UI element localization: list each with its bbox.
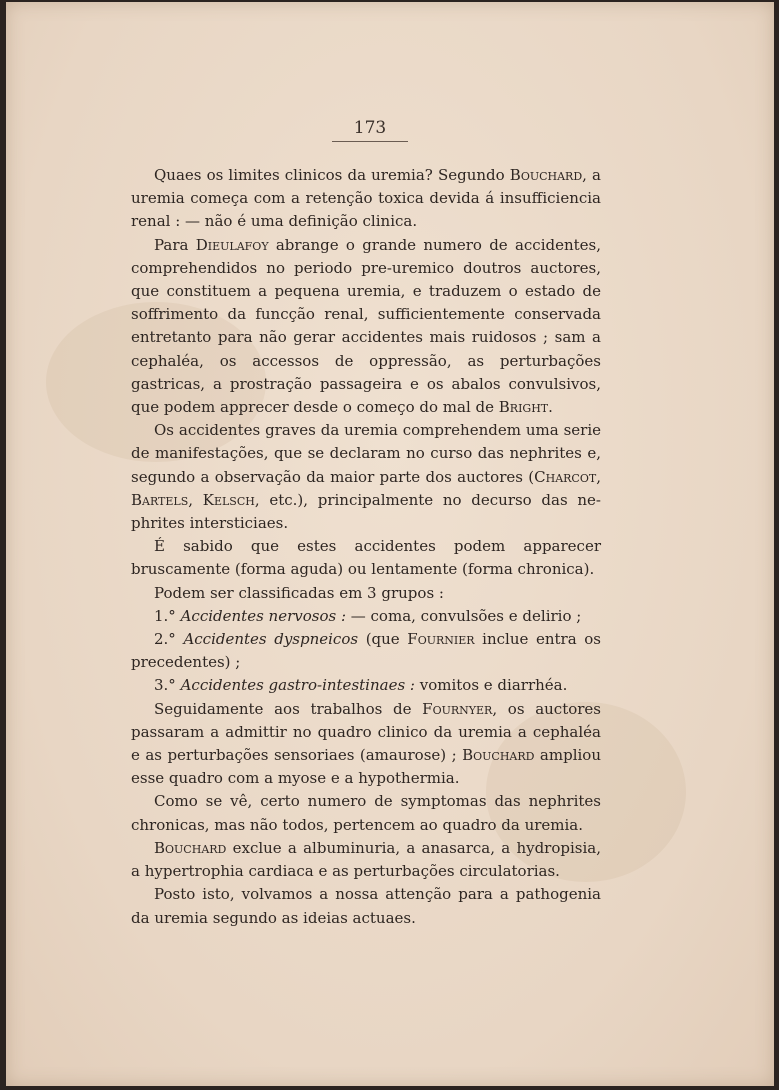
text-run: Seguidamente aos trabalhos de [154, 699, 423, 718]
text-run: ampliou esse quadro com a myose e a hypothermia. [131, 746, 601, 788]
author-name: Dieulafoy [195, 235, 269, 254]
author-name: Fournier [407, 630, 475, 649]
page-number: 173 [332, 118, 408, 142]
paragraph [131, 837, 601, 883]
paragraph [131, 535, 601, 581]
paragraph [131, 698, 601, 791]
text-run: — coma, convulsões e delirio ; [346, 606, 582, 625]
text-run: Para [154, 235, 196, 254]
text-run: Quaes os limites clinicos da uremia? Segundo [154, 166, 510, 184]
text-run: , etc.), principalmente no decurso das nephrites intersticiaes. [131, 490, 601, 533]
book-page [6, 2, 774, 1086]
paragraph [131, 234, 601, 420]
text-run: 1.° [154, 606, 181, 625]
author-name: Charcot [534, 467, 597, 486]
text-run: Os accidentes graves da uremia comprehendem uma serie de manifestações, que se declaram no curso das nephrites e, segundo a observação da maior parte dos auctores ( [131, 421, 601, 486]
author-name: Bouchard [462, 746, 535, 765]
paragraph [131, 628, 601, 674]
paragraph [131, 582, 601, 605]
author-name: Fournyer [422, 699, 493, 718]
text-run: , a uremia começa com a retenção toxica devida á insufficiencia renal : — não é uma definição clinica. [131, 166, 601, 231]
text-run: Podem ser classificadas em 3 grupos : [154, 583, 444, 602]
text-run: , os auctores passaram a admittir no quadro clinico da uremia a cephaléa e as perturbações sensoriaes (amaurose) ; [131, 699, 601, 765]
italic-term: Accidentes dyspneicos [183, 630, 359, 649]
text-run: Posto isto, volvamos a nossa attenção para a pathogenia da uremia segundo as ideias actuaes. [131, 885, 601, 927]
text-run: inclue entra os precedentes) ; [131, 630, 601, 672]
paragraph [131, 790, 601, 836]
author-name: Kelsch [202, 490, 255, 509]
author-name: Bouchard [154, 838, 227, 857]
paragraph [131, 164, 601, 234]
text-run: (que [358, 630, 408, 649]
paragraph [131, 419, 601, 535]
text-run: 3.° [154, 676, 181, 695]
text-run: É sabido que estes accidentes podem apparecer bruscamente (forma aguda) ou lentamente (forma chronica). [131, 537, 601, 579]
text-run: 2.° [154, 630, 184, 649]
text-run: abrange o grande numero de accidentes, comprehendidos no periodo pre-uremico doutros auctores, que constituem a pequena uremia, e traduzem o estado de soffrimento da funcção renal, sufficientemente conservada entretanto para não gerar accidentes mais ruidosos ; sam a cephaléa, os accessos de oppressão, as perturbações gastricas, a prostração passageira e os abalos convulsivos, que podem apprecer desde o começo do mal de [131, 235, 601, 417]
author-name: Bartels [131, 490, 189, 509]
text-run: , [596, 467, 601, 486]
body-text [131, 164, 601, 930]
text-run: . [548, 398, 553, 417]
paragraph [131, 674, 601, 697]
text-run: , [188, 490, 203, 509]
text-run: vomitos e diarrhéa. [414, 676, 568, 695]
author-name: Bouchard [509, 166, 583, 184]
italic-term: Accidentes gastro-intestinaes : [180, 676, 415, 695]
text-run: exclue a albuminuria, a anasarca, a hydropisia, a hypertrophia cardiaca e as perturbações circulatorias. [131, 838, 601, 881]
paragraph [131, 605, 601, 628]
italic-term: Accidentes nervosos : [180, 606, 346, 625]
paragraph [131, 883, 601, 929]
text-run: Como se vê, certo numero de symptomas das nephrites chronicas, mas não todos, pertencem ao quadro da uremia. [131, 792, 601, 834]
author-name: Bright [498, 398, 549, 417]
